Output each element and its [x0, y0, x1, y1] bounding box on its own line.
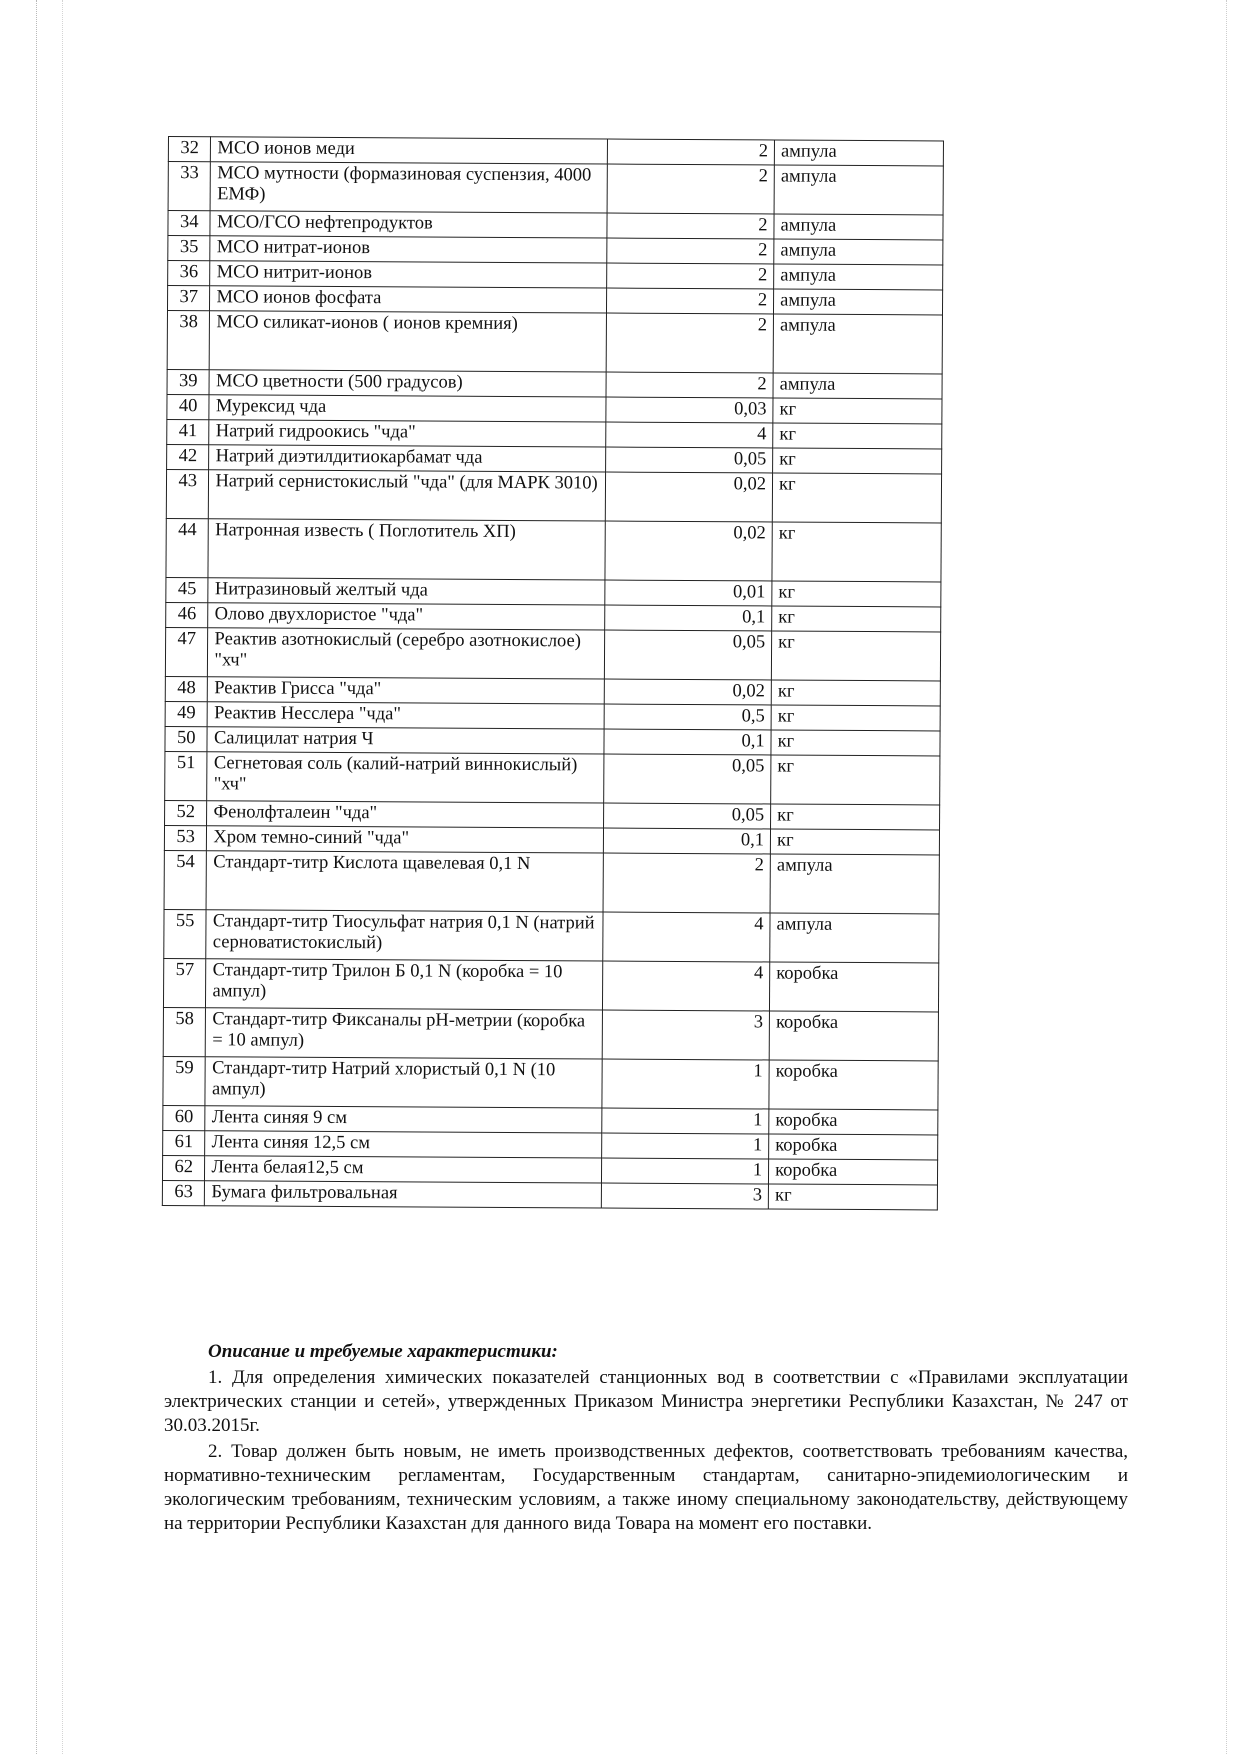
item-unit: коробка: [769, 1011, 938, 1061]
item-unit: ампула: [774, 239, 943, 265]
item-number: 62: [162, 1155, 205, 1180]
item-name: Реактив Грисса "чда": [208, 677, 605, 704]
table-row: [165, 751, 940, 804]
item-quantity: 0,02: [605, 521, 772, 581]
item-unit: кг: [771, 705, 940, 731]
item-name: Стандарт-титр Фиксаналы рН-метрии (коробка = 10 ампул): [206, 1008, 603, 1059]
table-row: [168, 162, 943, 215]
item-quantity: 4: [603, 961, 770, 1011]
item-name: Стандарт-титр Натрий хлористый 0,1 N (10 ампул): [205, 1057, 602, 1108]
item-number: 32: [168, 137, 211, 162]
item-number: 44: [166, 518, 209, 577]
item-name: МСО нитрит-ионов: [210, 261, 607, 288]
item-unit: кг: [768, 1184, 937, 1210]
item-unit: кг: [771, 730, 940, 756]
item-unit: кг: [773, 448, 942, 474]
items-table-body: [162, 137, 943, 1210]
item-quantity: 1: [602, 1108, 769, 1134]
item-number: 59: [163, 1056, 206, 1105]
item-quantity: 2: [607, 263, 774, 289]
item-quantity: 0,03: [606, 397, 773, 423]
item-unit: кг: [772, 606, 941, 632]
item-unit: кг: [772, 522, 941, 582]
item-unit: ампула: [774, 165, 943, 215]
item-number: 54: [164, 850, 207, 909]
table-row: [166, 469, 941, 522]
item-name: Стандарт-титр Тиосульфат натрия 0,1 N (натрий серноватистокислый): [206, 910, 603, 961]
item-name: Реактив азотнокислый (серебро азотнокислое) "хч": [208, 628, 605, 679]
item-unit: кг: [771, 804, 940, 830]
scan-edge-mark: [62, 0, 64, 1754]
table-row: [166, 518, 941, 581]
item-quantity: 0,02: [606, 472, 773, 522]
item-number: 53: [164, 825, 207, 850]
item-name: Лента синяя 12,5 см: [205, 1131, 602, 1158]
item-name: МСО силикат-ионов ( ионов кремния): [210, 311, 607, 372]
item-quantity: 0,05: [604, 754, 771, 804]
item-unit: ампула: [774, 140, 943, 166]
item-quantity: 0,05: [605, 630, 772, 680]
item-number: 48: [165, 676, 208, 701]
item-number: 42: [167, 444, 210, 469]
item-number: 45: [166, 577, 209, 602]
item-quantity: 1: [602, 1059, 769, 1109]
item-number: 38: [167, 311, 210, 370]
item-quantity: 2: [603, 853, 770, 913]
item-name: МСО ионов фосфата: [210, 286, 607, 313]
description-section: [164, 1340, 1128, 1538]
item-number: 40: [167, 394, 210, 419]
item-quantity: 2: [608, 139, 775, 165]
item-name: МСО ионов меди: [211, 137, 608, 164]
item-unit: коробка: [769, 1159, 938, 1185]
item-number: 33: [168, 162, 211, 211]
item-name: Натрий сернистокислый "чда" (для МАРК 3010): [209, 470, 606, 521]
item-quantity: 4: [606, 422, 773, 448]
item-name: Натронная известь ( Поглотитель ХП): [208, 519, 605, 580]
item-unit: ампула: [773, 373, 942, 399]
item-name: Мурексид чда: [209, 395, 606, 422]
item-number: 58: [163, 1007, 206, 1056]
item-unit: ампула: [773, 314, 942, 374]
item-unit: ампула: [770, 913, 939, 963]
item-number: 36: [168, 261, 211, 286]
item-unit: кг: [771, 631, 940, 681]
table-row: [165, 627, 940, 680]
item-number: 43: [166, 469, 209, 518]
item-unit: кг: [771, 755, 940, 805]
item-number: 35: [168, 236, 211, 261]
items-table: [162, 136, 944, 1210]
item-name: Натрий гидроокись "чда": [209, 420, 606, 447]
item-quantity: 0,1: [604, 729, 771, 755]
item-unit: ампула: [770, 854, 939, 914]
item-number: 52: [165, 800, 208, 825]
item-unit: коробка: [769, 1060, 938, 1110]
item-unit: кг: [772, 473, 941, 523]
item-quantity: 0,5: [604, 704, 771, 730]
item-quantity: 2: [606, 313, 773, 373]
item-number: 55: [164, 909, 207, 958]
description-paragraph-2: 2. Товар должен быть новым, не иметь производственных дефектов, соответствовать требованиям качества, нормативно-техническим регламентам, Государственным стандартам, санитарно-эпидемиологическим и экологическим требованиям, техническим условиям, а также иному специальному законодательству, действующему на территории Республики Казахстан для данного вида Товара на момент его поставки.: [164, 1441, 1128, 1534]
item-name: Реактив Несслера "чда": [208, 702, 605, 729]
item-name: Натрий диэтилдитиокарбамат чда: [209, 445, 606, 472]
item-quantity: 3: [602, 1010, 769, 1060]
item-quantity: 2: [607, 164, 774, 214]
item-quantity: 2: [607, 213, 774, 239]
table-row: [162, 1180, 937, 1209]
table-row: [163, 958, 938, 1011]
item-quantity: 2: [607, 238, 774, 264]
item-unit: кг: [770, 829, 939, 855]
table-row: [163, 1007, 938, 1060]
item-name: Стандарт-титр Кислота щавелевая 0,1 N: [207, 851, 604, 912]
item-quantity: 2: [606, 372, 773, 398]
item-number: 37: [167, 286, 210, 311]
item-quantity: 0,05: [606, 447, 773, 473]
item-name: Сегнетовая соль (калий-натрий виннокислый) "хч": [207, 752, 604, 803]
table-row: [167, 311, 942, 374]
item-name: МСО мутности (формазиновая суспензия, 4000 ЕМФ): [211, 162, 608, 213]
item-quantity: 0,02: [605, 679, 772, 705]
item-unit: ампула: [774, 264, 943, 290]
item-number: 51: [165, 751, 208, 800]
table-row: [164, 850, 939, 913]
item-quantity: 0,1: [605, 605, 772, 631]
item-unit: кг: [773, 423, 942, 449]
item-name: МСО цветности (500 градусов): [209, 370, 606, 397]
item-number: 39: [167, 369, 210, 394]
item-quantity: 3: [602, 1183, 769, 1209]
item-number: 57: [163, 958, 206, 1007]
item-name: Хром темно-синий "чда": [207, 826, 604, 853]
scan-edge-mark: [36, 0, 38, 1754]
item-number: 60: [163, 1105, 206, 1130]
item-name: МСО нитрат-ионов: [210, 236, 607, 263]
item-unit: кг: [772, 581, 941, 607]
item-unit: коробка: [769, 1109, 938, 1135]
item-quantity: 1: [602, 1158, 769, 1184]
item-name: Бумага фильтровальная: [205, 1181, 602, 1208]
table-row: [164, 909, 939, 962]
item-name: Фенолфталеин "чда": [207, 801, 604, 828]
item-number: 41: [167, 419, 210, 444]
item-unit: коробка: [769, 1134, 938, 1160]
item-number: 63: [162, 1180, 205, 1205]
item-quantity: 0,01: [605, 580, 772, 606]
item-number: 34: [168, 211, 211, 236]
item-quantity: 1: [602, 1133, 769, 1159]
item-number: 46: [166, 602, 209, 627]
item-number: 49: [165, 701, 208, 726]
item-name: Олово двухлористое "чда": [208, 603, 605, 630]
item-name: Лента синяя 9 см: [205, 1106, 602, 1133]
item-unit: коробка: [770, 962, 939, 1012]
item-name: МСО/ГСО нефтепродуктов: [210, 211, 607, 238]
item-number: 50: [165, 726, 208, 751]
item-quantity: 2: [607, 288, 774, 314]
item-name: Стандарт-титр Трилон Б 0,1 N (коробка = 10 ампул): [206, 959, 603, 1010]
item-quantity: 0,05: [604, 803, 771, 829]
item-number: 47: [165, 627, 208, 676]
description-paragraph-1: 1. Для определения химических показателей станционных вод в соответствии с «Правилами эксплуатации электрических станции и сетей», утвержденных Приказом Министра энергетики Республики Казахстан, № 247 от 30.03.2015г.: [164, 1367, 1128, 1436]
item-name: Салицилат натрия Ч: [207, 727, 604, 754]
table-row: [163, 1056, 938, 1109]
item-unit: ампула: [774, 214, 943, 240]
item-unit: кг: [773, 398, 942, 424]
item-number: 61: [163, 1130, 206, 1155]
description-heading: Описание и требуемые характеристики:: [208, 1341, 558, 1362]
item-quantity: 4: [603, 912, 770, 962]
scan-edge-mark: [1226, 0, 1228, 1754]
item-name: Нитразиновый желтый чда: [208, 578, 605, 605]
item-quantity: 0,1: [604, 828, 771, 854]
item-unit: кг: [771, 680, 940, 706]
item-name: Лента белая12,5 см: [205, 1156, 602, 1183]
item-unit: ампула: [774, 289, 943, 315]
